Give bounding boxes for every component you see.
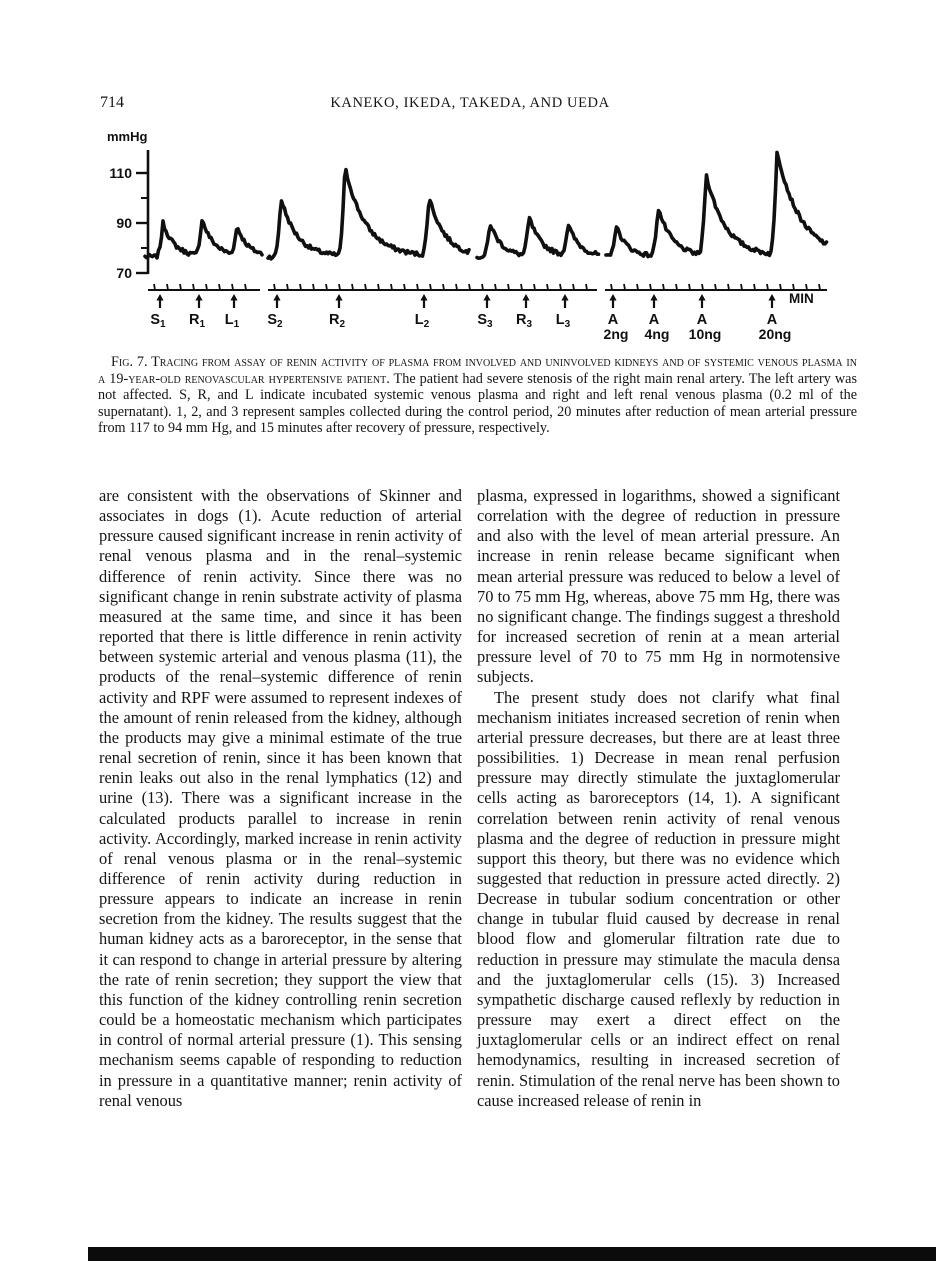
svg-text:110: 110 [109, 165, 132, 181]
svg-text:MIN: MIN [789, 291, 814, 306]
svg-text:20ng: 20ng [758, 326, 792, 342]
paragraph: The present study does not clarify what final mechanism initiates increased secretion of renin when arterial pressure decreases, but there are at least three possibilities. 1) Decrease in mean renal perfusion pressure may directly stimulate the juxtaglomerular cells acting as baroreceptors (14, 1). A significant correlation between renin activity of renal venous plasma and the degree of reduction in pressure might support this theory, but there was no evidence which suggested that reduction in pressure acted directly. 2) Decrease in tubular sodium concentration or other change in tubular fluid caused by decrease in renal blood flow and glomerular filtration rate due to reduction in pressure may stimulate the macula densa and the juxtaglomerular cells (15). 3) Increased sympathetic discharge caused reflexly by reduction in pressure may exert a direct effect on the juxtaglomerular cells or an indirect effect on renal hemodynamics, resulting in increased secretion of renin. Stimulation of the renal nerve has been shown to cause increased release of renin in [477, 687, 840, 1110]
page-number: 714 [100, 94, 124, 111]
svg-text:L2: $L_2$ [414, 312, 430, 330]
figure-caption-body: The patient had severe stenosis of the right main renal artery. The left artery was not affected. S, R, and L indicate incubated systemic venous plasma and right and left renal venous plasma (0.2 ml of the supernatant). 1, 2, and 3 represent samples collected during the control period, 20 minutes after reduction of mean arterial pressure from 117 to 94 mm Hg, and 15 minutes after recovery of pressure, respectively. [98, 370, 857, 437]
svg-text:R2: $R_2$ [328, 312, 346, 330]
figure-caption-title: Fig. 7. Tracing from assay of renin activity of plasma from involved and uninvolved kidneys and of systemic venous plasma in a 19-year-old renovascular hypertensive patient. [98, 354, 857, 387]
paragraph: plasma, expressed in logarithms, showed a significant correlation with the degree of reduction in pressure and also with the level of mean arterial pressure. An increase in renin release became significant when mean arterial pressure was reduced to below a level of 70 to 75 mm Hg, whereas, above 75 mm Hg, there was no significant change. The findings suggest a threshold for increased secretion of renin at a mean arterial pressure level of 70 to 75 mm Hg in normotensive subjects. [477, 486, 840, 687]
figure-caption [98, 354, 857, 437]
svg-text:mmHg: mmHg [107, 129, 148, 144]
svg-text:A: A [766, 312, 778, 328]
svg-text:R1: $R_1$ [188, 312, 206, 330]
paragraph: are consistent with the observations of Skinner and associates in dogs (1). Acute reduction of arterial pressure caused significant increase in renin activity of renal venous plasma and in the renal–systemic difference of renin activity. Since there was no significant change in renin substrate activity of plasma measured at the same time, and since it has been reported that there is little difference in renin activity between systemic arterial and venous plasma (11), the products of the renal–systemic difference of renin activity and RPF were assumed to represent indexes of the amount of renin released from the kidney, although the products may give a minimal estimate of the true renal secretion of renin, since it has been known that renin leaks out also in the renal lymphatics (12) and urine (13). There was a significant increase in the calculated products parallel to increase in renin activity. Accordingly, marked increase in renin activity of renal venous plasma or in the renal–systemic difference of renin activity during reduction in pressure appears to indicate an increase in renin secretion from the kidney. The results suggest that the human kidney acts as a baroreceptor, in the sense that it can respond to change in arterial pressure by altering the rate of renin secretion; they support the view that this function of the kidney controlling renin secretion could be a homeostatic mechanism which participates in control of normal arterial pressure (1). This sensing mechanism seems capable of responding to reduction in pressure in a quantitative manner; renin activity of renal venous [99, 486, 462, 1110]
svg-text:L3: $L_3$ [555, 312, 571, 330]
right-column [477, 486, 840, 1111]
svg-text:A: A [607, 312, 619, 328]
page-header [100, 94, 840, 114]
svg-text:R3: $R_3$ [515, 312, 533, 330]
running-title: KANEKO, IKEDA, TAKEDA, AND UEDA [330, 95, 610, 111]
svg-text:4ng: 4ng [644, 326, 670, 342]
svg-text:L1: $L_1$ [224, 312, 240, 330]
svg-text:A: A [648, 312, 660, 328]
svg-text:S3: $S_3$ [477, 312, 493, 330]
scan-artifact-bar [88, 1247, 936, 1261]
svg-text:S1: $S_1$ [150, 312, 166, 330]
svg-text:2ng: 2ng [603, 326, 629, 342]
svg-text:90: 90 [116, 215, 132, 231]
svg-text:10ng: 10ng [688, 326, 722, 342]
left-column [99, 486, 462, 1111]
svg-text:S2: $S_2$ [267, 312, 283, 330]
svg-text:70: 70 [116, 265, 132, 281]
figure-tracing-chart [105, 128, 850, 343]
svg-text:A: A [696, 312, 708, 328]
